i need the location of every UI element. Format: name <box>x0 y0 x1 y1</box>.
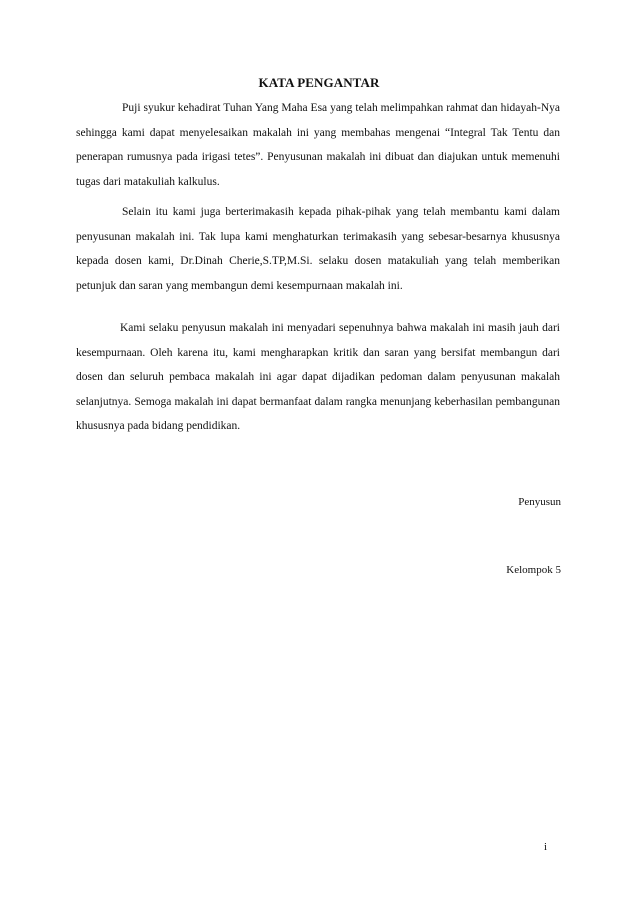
page-title: KATA PENGANTAR <box>258 75 380 90</box>
paragraph-1 <box>76 96 560 194</box>
paragraph-3-text: Kami selaku penyusun makalah ini menyadari sepenuhnya bahwa makalah ini masih jauh dari kesempurnaan. Oleh karena itu, kami mengharapkan kritik dan saran yang bersifat membangun dari dosen dan seluruh pembaca makalah ini agar dapat dijadikan pedoman dalam penyusunan makalah selanjutnya. Semoga makalah ini dapat bermanfaat dalam rangka menunjang keberhasilan pembangunan khususnya pada bidang pendidikan. <box>76 322 560 433</box>
paragraph-2-text: Selain itu kami juga berterimakasih kepada pihak-pihak yang telah membantu kami dalam penyusunan makalah ini. Tak lupa kami menghaturkan terimakasih yang sebesar-besarnya khususnya kepada dosen kami, Dr.Dinah Cherie,S.TP,M.Si. selaku dosen matakuliah yang telah memberikan petunjuk dan saran yang membangun demi kesempurnaan makalah ini. <box>76 206 560 292</box>
signature-name: Kelompok 5 <box>506 564 561 576</box>
paragraph-3 <box>76 316 560 439</box>
page-number: i <box>544 841 548 853</box>
paragraph-2 <box>76 200 560 298</box>
signature-role: Penyusun <box>518 496 561 508</box>
paragraph-1-text: Puji syukur kehadirat Tuhan Yang Maha Esa yang telah melimpahkan rahmat dan hidayah-Nya sehingga kami dapat menyelesaikan makalah ini yang membahas mengenai “Integral Tak Tentu dan penerapan rumusnya pada irigasi tetes”. Penyusunan makalah ini dibuat dan diajukan untuk memenuhi tugas dari matakuliah kalkulus. <box>76 102 560 188</box>
